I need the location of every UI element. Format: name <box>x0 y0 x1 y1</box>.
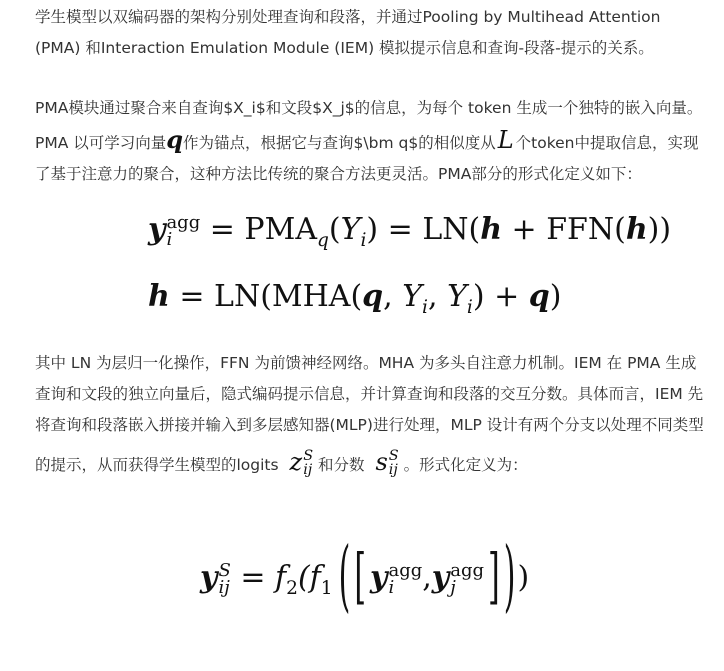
inline-z-sub: ij <box>303 461 313 478</box>
eq1-y: y <box>148 212 166 247</box>
eq1-pma: = PMA <box>200 212 317 247</box>
eq1-ln: = LN( <box>378 212 481 247</box>
eq3-f2: = f <box>230 560 287 595</box>
eq3-yi-sub: i <box>388 577 395 598</box>
paragraph-iem-line-2: 查询和文段的独立向量后，隐式编码提示信息，并计算查询和段落的交互分数。具体而言，IEM 先 <box>35 385 704 403</box>
inline-s-sup: S <box>388 447 399 464</box>
inline-math-s <box>375 448 398 476</box>
paragraph-pma <box>35 93 713 190</box>
eq3-y-scripts <box>218 559 231 598</box>
eq3-y: y <box>200 560 218 595</box>
eq2-ln-mha: = LN(MHA( <box>169 279 363 314</box>
paragraph-iem-line-4 <box>35 447 713 481</box>
inline-s-sub: ij <box>388 461 398 478</box>
eq1-Y: Y <box>340 212 361 247</box>
paragraph-pma-line-1: PMA模块通过聚合来自查询$X_i$和文段$X_j$的信息，为每个 token 生成一个独特的嵌入向量。 <box>35 99 703 117</box>
eq3-yj-sup: agg <box>450 559 485 581</box>
eq1-close-arg: ) <box>366 212 379 247</box>
eq3-y-sup: S <box>218 559 231 581</box>
paragraph-iem-line-4-text-b: 和分数 <box>317 456 365 474</box>
eq1-ffn: + FFN( <box>502 212 626 247</box>
paragraph-iem-line-3: 将查询和段落嵌入拼接并输入到多层感知器(MLP)进行处理，MLP 设计有两个分支以处理不同类型 <box>35 416 704 434</box>
paragraph-pma-line-2 <box>35 124 713 159</box>
eq2-end: ) <box>549 279 562 314</box>
inline-math-z <box>290 448 314 476</box>
eq2-comma-2: , <box>427 279 448 314</box>
eq2-Y1-sub: i <box>422 297 428 318</box>
eq1-open: ( <box>328 212 341 247</box>
eq3-comma: , <box>422 560 432 595</box>
paragraph-pma-line-2-text-c: 个token中提取信息，实现 <box>515 134 699 152</box>
paragraph-pma-line-2-text-a: PMA 以可学习向量 <box>35 134 167 152</box>
paragraph-pma-line-2-text-b: 作为锚点，根据它与查询$\bm q$的相似度从 <box>183 134 496 152</box>
eq2-close: ) + <box>472 279 529 314</box>
eq2-q2: q <box>528 279 550 314</box>
inline-s: s <box>375 448 388 476</box>
paragraph-iem <box>35 348 713 481</box>
eq2-comma-1: , <box>383 279 403 314</box>
eq1-y-scripts <box>166 211 201 250</box>
eq3-f2-sub: 2 <box>286 578 298 599</box>
eq3-yj-scripts <box>450 559 485 598</box>
equation-iem <box>200 532 530 623</box>
eq3-yj-sub: j <box>450 577 456 598</box>
paragraph-intro-line-1: 学生模型以双编码器的架构分别处理查询和段落，并通过Pooling by Multihead Attention <box>35 8 661 26</box>
equation-pma <box>148 212 671 251</box>
paragraph-iem-line-1: 其中 LN 为层归一化操作，FFN 为前馈神经网络。MHA 为多头自注意力机制。IEM 在 PMA 生成 <box>35 354 697 372</box>
eq2-Y1: Y <box>402 279 423 314</box>
eq3-end: ) <box>517 560 530 595</box>
eq1-close: )) <box>647 212 672 247</box>
eq1-h: h <box>480 212 503 247</box>
eq2-Y2: Y <box>447 279 467 314</box>
eq3-f1-sub: 1 <box>320 578 333 599</box>
eq3-left-paren: ( <box>338 532 351 623</box>
paragraph-iem-line-4-text-a: 的提示，从而获得学生模型的logits <box>35 456 279 474</box>
eq3-left-bracket: [ <box>354 542 367 613</box>
eq1-Y-sub: i <box>360 230 367 251</box>
inline-z-sup: S <box>303 447 314 464</box>
eq1-y-sup: agg <box>166 211 201 233</box>
inline-math-L: L <box>497 126 514 154</box>
eq3-yi-scripts <box>388 559 423 598</box>
inline-s-scripts <box>388 447 399 478</box>
inline-z-scripts <box>303 447 314 478</box>
eq2-q: q <box>362 279 384 314</box>
eq3-yj: y <box>431 560 450 595</box>
paragraph-pma-line-3: 了基于注意力的聚合，这种方法比传统的聚合方法更灵活。PMA部分的形式化定义如下： <box>35 165 642 183</box>
inline-math-q: q <box>166 125 184 154</box>
paragraph-intro-line-2: (PMA) 和Interaction Emulation Module (IEM) 模拟提示信息和查询-段落-提示的关系。 <box>35 39 654 57</box>
eq1-h2: h <box>625 212 648 247</box>
eq1-q-sub: q <box>317 230 329 251</box>
eq3-right-paren: ) <box>503 532 516 623</box>
eq3-right-bracket: ] <box>488 542 500 613</box>
equation-h <box>148 279 561 318</box>
eq1-y-sub: i <box>166 229 173 250</box>
eq3-f1: (f <box>297 560 321 595</box>
eq2-Y2-sub: i <box>466 297 473 318</box>
paragraph-intro <box>35 2 713 64</box>
paragraph-iem-line-4-text-c: 。形式化定义为： <box>403 456 528 474</box>
eq3-yi-sup: agg <box>388 559 423 581</box>
inline-z: z <box>289 448 303 476</box>
eq3-yi: y <box>370 560 388 595</box>
eq2-h: h <box>148 279 170 314</box>
eq3-y-sub: ij <box>218 577 230 598</box>
